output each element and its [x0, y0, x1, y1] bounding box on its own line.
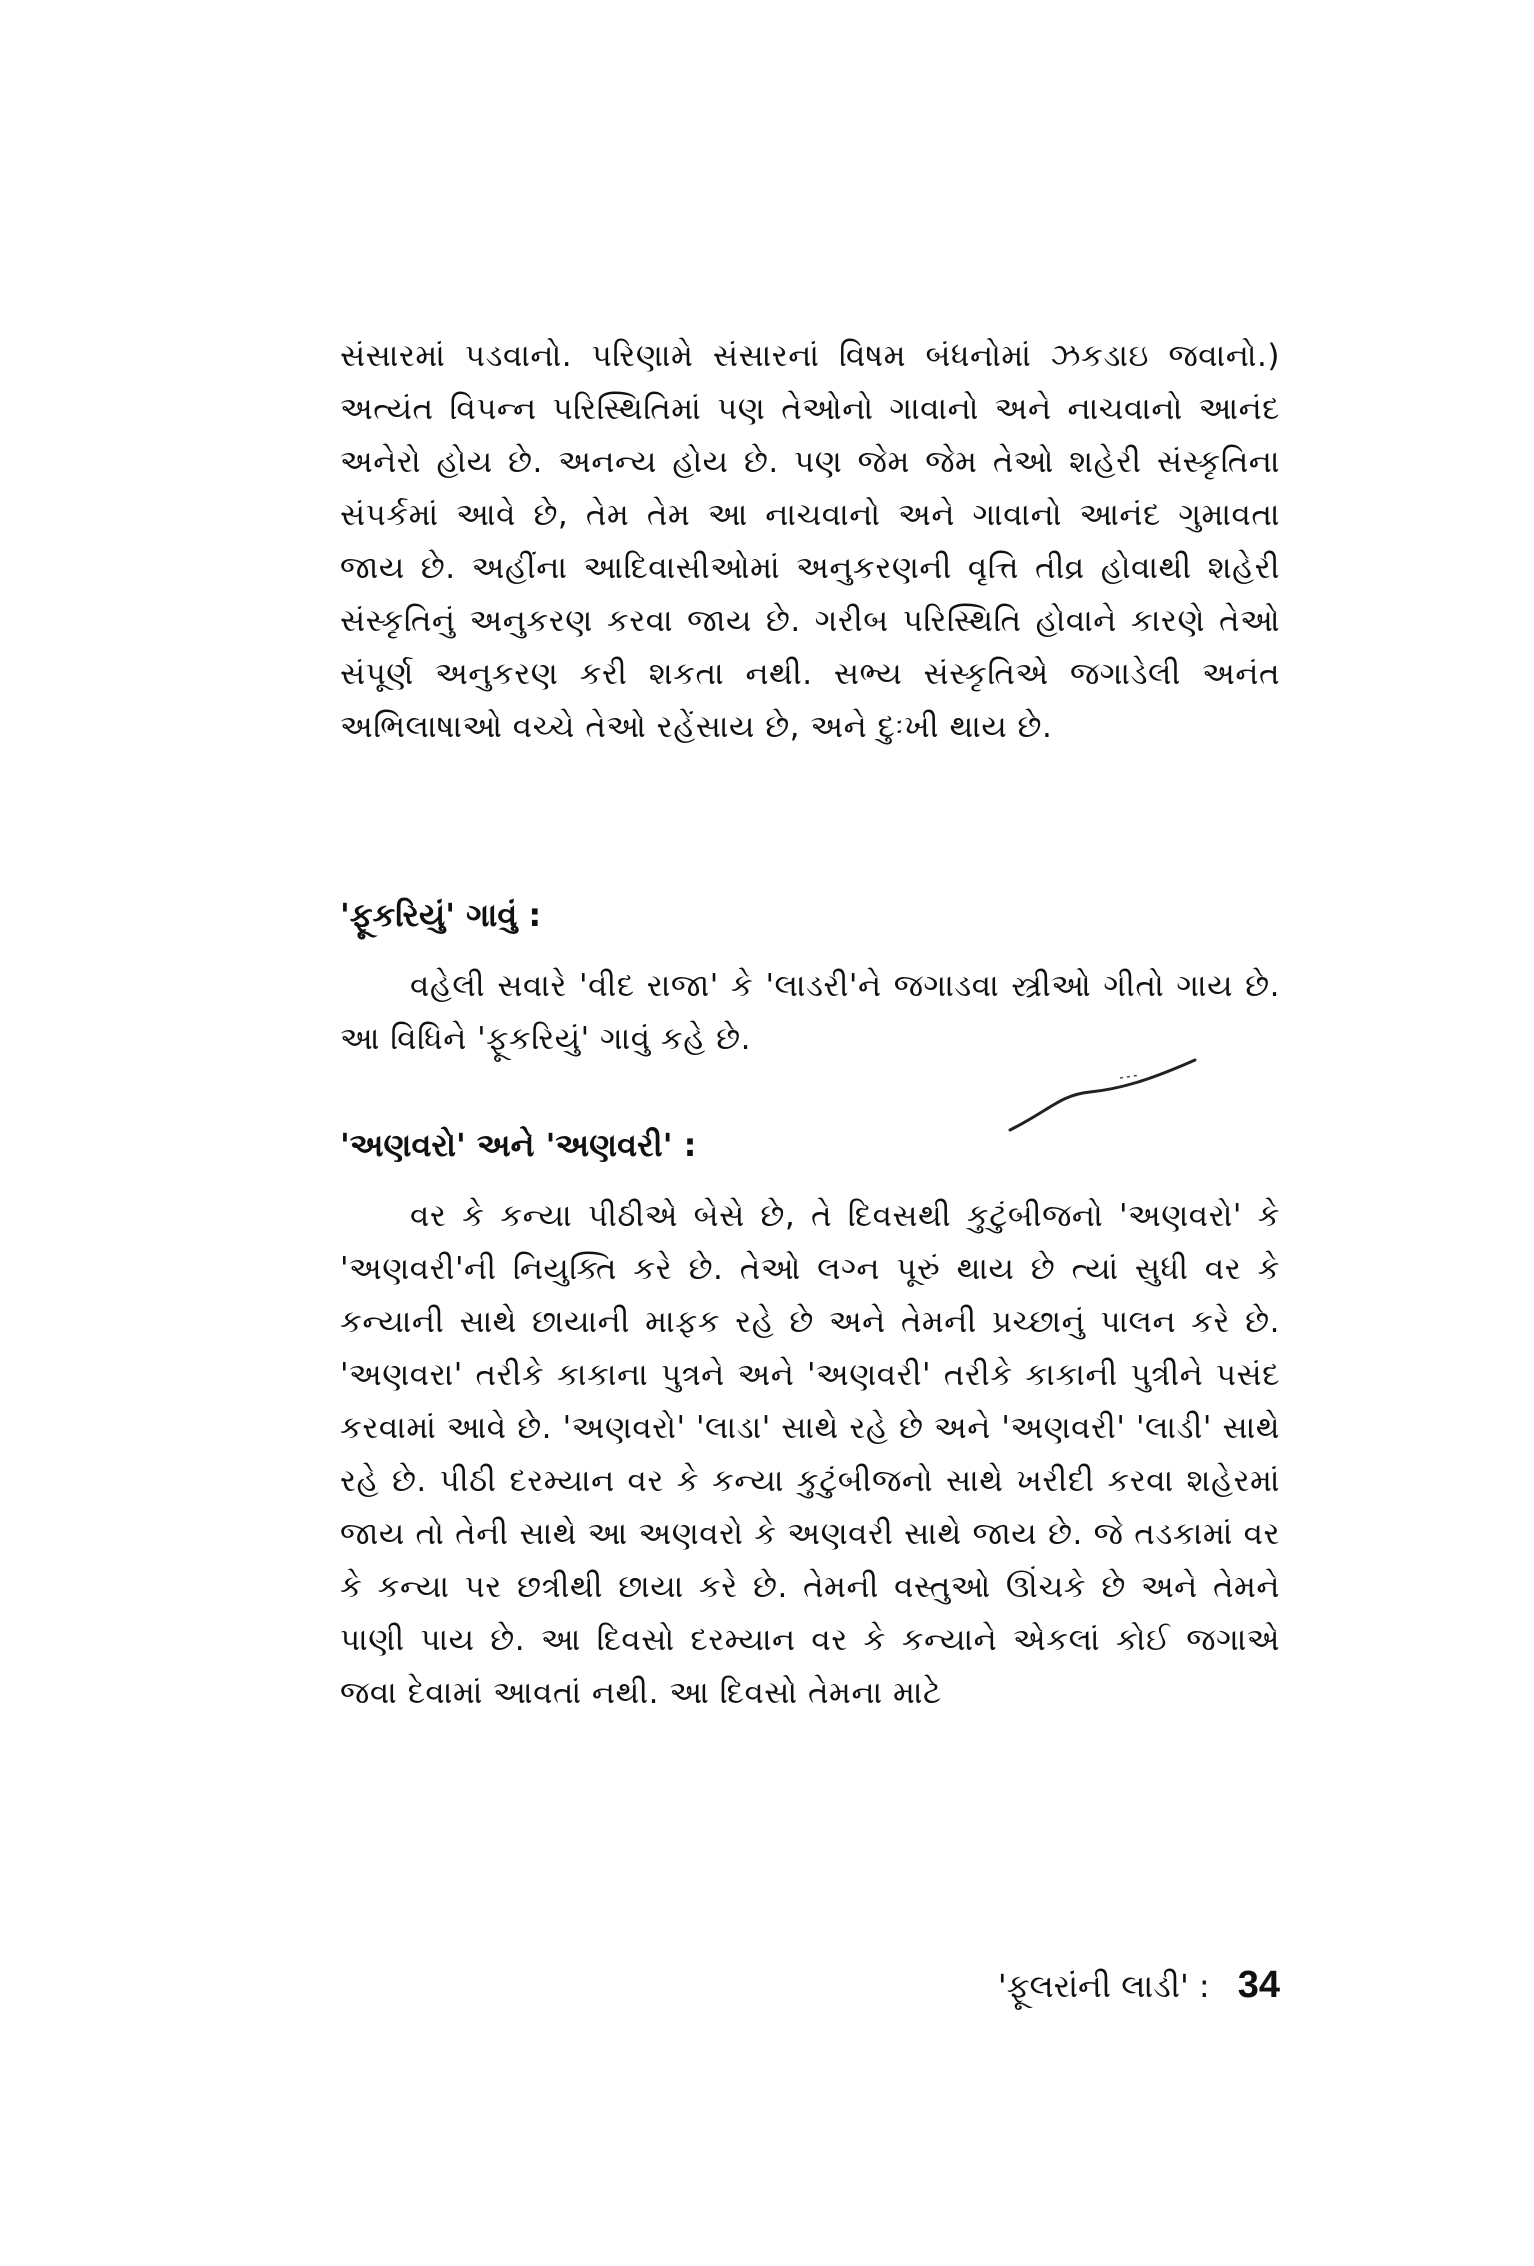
pen-stroke-mark	[1000, 1020, 1200, 1140]
paragraph-2: વહેલી સવારે 'વીદ રાજા' કે 'લાડરી'ને જગાડવા સ્ત્રીઓ ગીતો ગાય છે. આ વિધિને 'ફૂકરિયું' ગાવું કહે છે.	[340, 968, 1280, 1057]
section-heading-fukariyu: 'ફૂકરિયું' ગાવું :	[340, 896, 542, 934]
section-heading-anavaro: 'અણવરો' અને 'અણવરી' :	[340, 1126, 697, 1164]
page-number: 34	[1237, 1964, 1280, 2006]
page-footer	[900, 1960, 1280, 2011]
running-title: 'ફૂલરાંની લાડી' :	[997, 1967, 1210, 2005]
paragraph-1: સંસારમાં પડવાનો. પરિણામે સંસારનાં વિષમ બંધનોમાં ઝકડાઇ જવાનો.) અત્યંત વિપન્ન પરિસ્થિતિમાં પણ તેઓનો ગાવાનો અને નાચવાનો આનંદ અનેરો હોય છે. અનન્ય હોય છે. પણ જેમ જેમ તેઓ શહેરી સંસ્કૃતિના સંપર્કમાં આવે છે, તેમ તેમ આ નાચવાનો અને ગાવાનો આનંદ ગુમાવતા જાય છે. અહીંના આદિવાસીઓમાં અનુકરણની વૃત્તિ તીવ્ર હોવાથી શહેરી સંસ્કૃતિનું અનુકરણ કરવા જાય છે. ગરીબ પરિસ્થિતિ હોવાને કારણે તેઓ સંપૂર્ણ અનુકરણ કરી શકતા નથી. સભ્ય સંસ્કૃતિએ જગાડેલી અનંત અભિલાષાઓ વચ્ચે તેઓ રહેંસાય છે, અને દુઃખી થાય છે.	[340, 338, 1280, 745]
paragraph-3: વર કે કન્યા પીઠીએ બેસે છે, તે દિવસથી કુટુંબીજનો 'અણવરો' કે 'અણવરી'ની નિયુક્તિ કરે છે. તેઓ લગ્ન પૂરું થાય છે ત્યાં સુધી વર કે કન્યાની સાથે છાયાની માફક રહે છે અને તેમની પ્રચ્છાનું પાલન કરે છે. 'અણવરા' તરીકે કાકાના પુત્રને અને 'અણવરી' તરીકે કાકાની પુત્રીને પસંદ કરવામાં આવે છે. 'અણવરો' 'લાડા' સાથે રહે છે અને 'અણવરી' 'લાડી' સાથે રહે છે. પીઠી દરમ્યાન વર કે કન્યા કુટુંબીજનો સાથે ખરીદી કરવા શહેરમાં જાય તો તેની સાથે આ અણવરો કે અણવરી સાથે જાય છે. જે તડકામાં વર કે કન્યા પર છત્રીથી છાયા કરે છે. તેમની વસ્તુઓ ઊંચકે છે અને તેમને પાણી પાય છે. આ દિવસો દરમ્યાન વર કે કન્યાને એકલાં કોઈ જગાએ જવા દેવામાં આવતાં નથી. આ દિવસો તેમના માટે	[340, 1198, 1280, 1711]
